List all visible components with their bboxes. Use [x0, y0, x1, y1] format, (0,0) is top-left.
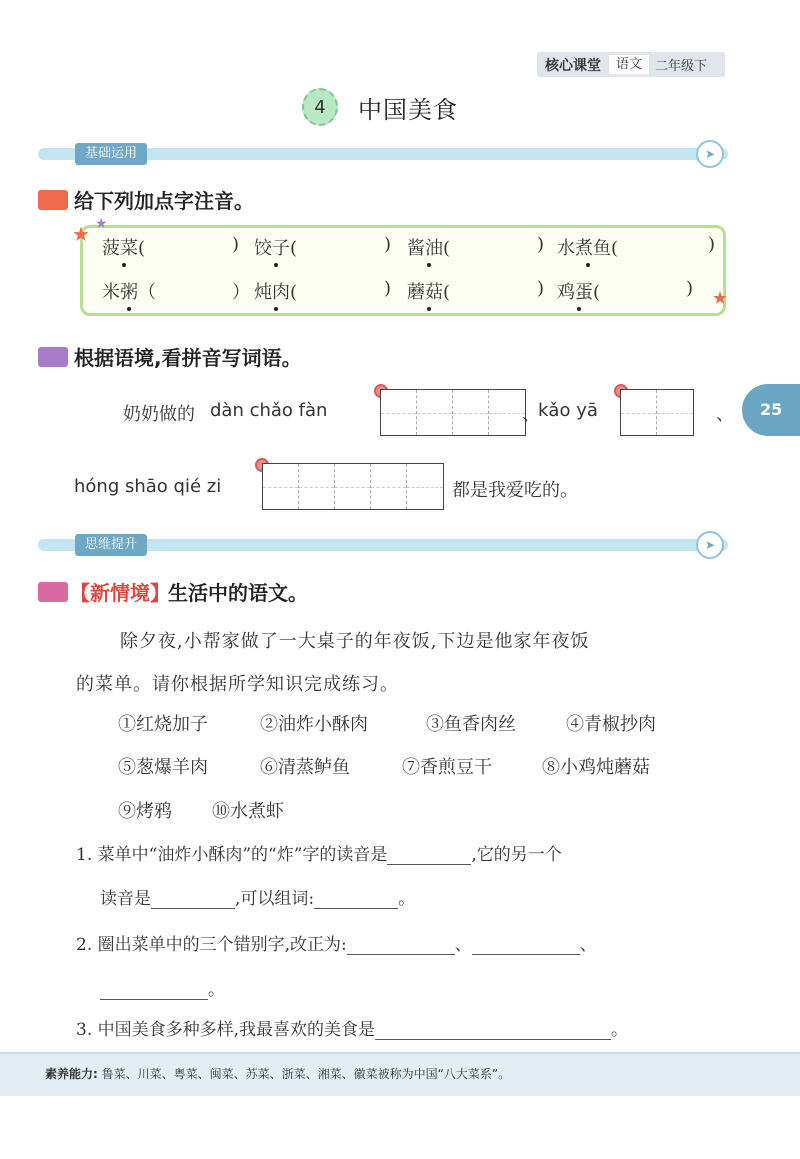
footer-label: 素养能力:: [45, 1067, 98, 1081]
menu-item: ③鱼香肉丝: [426, 714, 516, 735]
q1-paren: ): [384, 278, 392, 299]
q1-item-shuizhuyu: [557, 234, 618, 260]
q1-item-mogu: [407, 278, 450, 304]
question-number-three-icon: [38, 582, 68, 602]
q1-item-jiangyou: [407, 234, 450, 260]
q2-suffix: 都是我爱吃的。: [452, 480, 578, 501]
q3-sub1-text: ,它的另一个: [471, 845, 562, 865]
q1-word: 饺子(: [254, 238, 298, 259]
q3-sub1-line1: [76, 840, 562, 865]
answer-blank[interactable]: [314, 890, 398, 909]
q2-pinyin-hongshaoqiezi: hóng shāo qié zi: [74, 476, 222, 497]
q1-item-bocai: [102, 234, 145, 260]
footer-bar: [0, 1052, 800, 1096]
q1-paren: ): [686, 278, 694, 299]
q1-paren: ): [537, 278, 545, 299]
q2-separator: 、: [522, 404, 540, 425]
q3-new-context-tag: 【新情境】: [70, 581, 170, 605]
q2-prefix: 奶奶做的: [123, 404, 195, 425]
answer-blank[interactable]: [100, 981, 208, 1000]
q1-word: 水煮鱼(: [557, 238, 619, 259]
answer-blank[interactable]: [375, 1021, 611, 1040]
q3-sub3-line: [76, 1015, 628, 1040]
paper-plane-icon: ➤: [696, 531, 724, 559]
q1-paren: ): [708, 234, 716, 255]
question-number-one-icon: [38, 190, 68, 210]
menu-item: ⑥清蒸鲈鱼: [260, 757, 350, 778]
q1-word: 鸡蛋(: [557, 282, 601, 303]
q2-heading: 根据语境,看拼音写词语。: [74, 346, 302, 370]
menu-item: ⑩水煮虾: [212, 801, 284, 822]
answer-blank[interactable]: [472, 936, 580, 955]
subject-label: 语文: [609, 55, 649, 74]
q3-sub2-text: 。: [208, 980, 225, 1000]
q2-pinyin-kaoya: kǎo yā: [538, 400, 598, 421]
menu-item: ⑦香煎豆干: [402, 757, 492, 778]
section-tag-thinking: 思维提升: [75, 534, 147, 556]
q3-paragraph-line1: 除夕夜,小帮家做了一大桌子的年夜饭,下边是他家年夜饭: [120, 631, 590, 652]
q1-phonetic-box: [80, 225, 729, 316]
q3-heading: 生活中的语文。: [168, 581, 308, 605]
q3-sub1-text: ,可以组词:: [235, 889, 315, 909]
q3-sub2-text: 2. 圈出菜单中的三个错别字,改正为:: [76, 935, 347, 955]
q1-item-dunrou: [254, 278, 297, 304]
q3-sub2-line1: [76, 930, 597, 955]
q1-heading: 给下列加点字注音。: [74, 189, 254, 213]
writing-grid-danchaofan[interactable]: [380, 389, 526, 436]
q3-sub1-line2: [100, 884, 415, 909]
question-number-two-icon: [38, 347, 68, 367]
q1-item-jiaozi: [254, 234, 297, 260]
q3-sub3-text: 3. 中国美食多种多样,我最喜欢的美食是: [76, 1020, 376, 1040]
q3-sub1-text: 1. 菜单中“油炸小酥肉”的“炸”字的读音是: [76, 845, 388, 865]
menu-item: ⑨烤鸦: [118, 801, 172, 822]
menu-item: ②油炸小酥肉: [260, 714, 368, 735]
q1-item-mizhou: [102, 278, 156, 304]
q1-paren: ）: [232, 282, 250, 303]
star-icon: ★: [712, 288, 729, 309]
menu-item: ④青椒抄肉: [566, 714, 656, 735]
q1-word: 酱油(: [407, 238, 451, 259]
q1-paren: ): [232, 234, 240, 255]
book-header: [537, 52, 725, 77]
answer-blank[interactable]: [151, 890, 235, 909]
writing-grid-kaoya[interactable]: [620, 389, 694, 436]
footer-note: [45, 1065, 510, 1082]
q3-sub2-line2: [100, 975, 225, 1000]
section-tag-basic: 基础运用: [75, 143, 147, 165]
lesson-number-badge: [302, 88, 338, 126]
q1-paren: ): [384, 234, 392, 255]
q3-sub1-text: 。: [398, 889, 416, 909]
answer-blank[interactable]: [347, 936, 455, 955]
q2-pinyin-danchaofan: dàn chǎo fàn: [210, 400, 328, 421]
lesson-title: 中国美食: [358, 96, 458, 124]
q3-sub2-text: 、: [579, 935, 597, 955]
lesson-number: 4: [314, 96, 326, 118]
writing-grid-hongshaoqiezi[interactable]: [262, 463, 444, 510]
menu-item: ⑤葱爆羊肉: [118, 757, 208, 778]
q1-word: 米粥（: [102, 282, 156, 303]
q3-sub3-text: 。: [611, 1020, 629, 1040]
q1-word: 蘑菇(: [407, 282, 451, 303]
footer-text: 鲁菜、川菜、粤菜、闽菜、苏菜、浙菜、湘菜、徽菜被称为中国“八大菜系”。: [101, 1067, 511, 1081]
q1-item-jidan: [557, 278, 600, 304]
page-number: 25: [760, 400, 783, 419]
book-name: 核心课堂: [545, 57, 601, 74]
menu-item: ⑧小鸡炖蘑菇: [542, 757, 650, 778]
answer-blank[interactable]: [387, 846, 471, 865]
q1-paren: ): [537, 234, 545, 255]
q1-word: 菠菜(: [102, 238, 146, 259]
q3-paragraph-line2: 的菜单。请你根据所学知识完成练习。: [76, 674, 399, 695]
grade-label: 二年级下: [655, 59, 708, 74]
q3-sub1-text: 读音是: [100, 889, 151, 909]
q1-word: 炖肉(: [254, 282, 298, 303]
star-icon: ★: [72, 222, 90, 246]
paper-plane-icon: ➤: [696, 140, 724, 168]
q3-sub2-text: 、: [454, 935, 472, 955]
menu-item: ①红烧加子: [118, 714, 208, 735]
q2-separator: 、: [716, 404, 734, 425]
page-number-tab: [742, 384, 800, 436]
star-icon: ★: [95, 216, 108, 232]
